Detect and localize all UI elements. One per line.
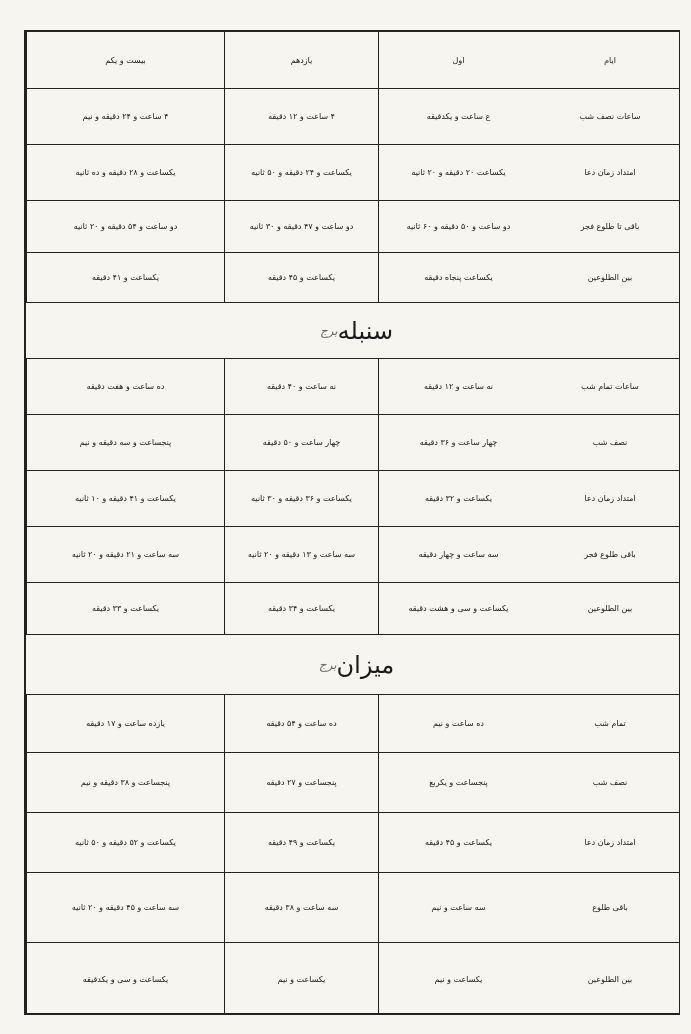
cell-eleventh: یکساعت و ۲۴ دقیقه و ۵۰ ثانیه	[224, 145, 378, 200]
cell-first: یکساعت ۲۰ دقیقه و ۲۰ ثانیه	[378, 145, 538, 200]
row-label: نصف شب	[592, 438, 628, 447]
table-row	[26, 526, 679, 582]
cell-first: سه ساعت و نیم	[378, 873, 538, 942]
row-label: بین الطلوعین	[587, 273, 633, 282]
row-label: تمام شب	[594, 719, 626, 728]
row-label: باقی طلوع	[592, 903, 628, 912]
cell-first: یکساعت پنجاه دقیقه	[378, 253, 538, 302]
cell-first: چهار ساعت و ۳۶ دقیقه	[378, 415, 538, 470]
header-twentyfirst: بیست و یکم	[26, 32, 224, 88]
cell-first: پنجساعت و یکربع	[378, 753, 538, 812]
table-row	[26, 414, 679, 470]
header-days: ایام	[604, 55, 616, 65]
month-heading	[26, 634, 679, 694]
row-label: باقی تا طلوع فجر	[580, 222, 640, 231]
month-name: میزان	[336, 650, 395, 679]
cell-eleventh: یکساعت و ۳۴ دقیقه	[224, 583, 378, 634]
row-label: امتداد زمان دعا	[584, 838, 636, 847]
header-first: اول	[378, 32, 538, 88]
cell-twentyfirst: یکساعت و ۳۳ دقیقه	[26, 583, 224, 634]
table-row	[26, 694, 679, 752]
month-note: برج	[319, 323, 338, 338]
cell-eleventh: یکساعت و نیم	[224, 943, 378, 1015]
cell-twentyfirst: سه ساعت و ۴۵ دقیقه و ۲۰ ثانیه	[26, 873, 224, 942]
cell-twentyfirst: پنجساعت و ۳۸ دقیقه و نیم	[26, 753, 224, 812]
table-header-row	[26, 32, 679, 88]
month-heading	[26, 302, 679, 358]
cell-first: یکساعت و نیم	[378, 943, 538, 1015]
row-label: باقی طلوع فجر	[584, 550, 636, 559]
month-name: سنبله	[337, 316, 394, 345]
cell-eleventh: سه ساعت و ۳۸ دقیقه	[224, 873, 378, 942]
table-row	[26, 252, 679, 302]
cell-eleventh: یکساعت و ۴۹ دقیقه	[224, 813, 378, 872]
row-label: ساعات تمام شب	[581, 382, 639, 391]
cell-first: یکساعت و سی و هشت دقیقه	[378, 583, 538, 634]
cell-twentyfirst: سه ساعت و ۲۱ دقیقه و ۲۰ ثانیه	[26, 527, 224, 582]
table-row	[26, 942, 679, 1015]
table-row	[26, 200, 679, 252]
table-row	[26, 812, 679, 872]
cell-eleventh: پنجساعت و ۲۷ دقیقه	[224, 753, 378, 812]
cell-twentyfirst: پنجساعت و سه دقیقه و نیم	[26, 415, 224, 470]
cell-first: سه ساعت و چهار دقیقه	[378, 527, 538, 582]
table-row	[26, 358, 679, 414]
cell-twentyfirst: دو ساعت و ۵۴ دقیقه و ۲۰ ثانیه	[26, 201, 224, 252]
cell-twentyfirst: یکساعت و ۵۲ دقیقه و ۵۰ ثانیه	[26, 813, 224, 872]
table-row	[26, 582, 679, 634]
cell-twentyfirst: یکساعت و سی و یکدقیقه	[26, 943, 224, 1015]
cell-first: یکساعت و ۴۵ دقیقه	[378, 813, 538, 872]
row-label: امتداد زمان دعا	[584, 494, 636, 503]
cell-first: ع ساعت و یکدقیقه	[378, 89, 538, 144]
cell-eleventh: نه ساعت و ۴۰ دقیقه	[224, 359, 378, 414]
cell-first: دو ساعت و ۵۰ دقیقه و ۶۰ ثانیه	[378, 201, 538, 252]
cell-twentyfirst: یازده ساعت و ۱۷ دقیقه	[26, 695, 224, 752]
cell-twentyfirst: یکساعت و ۲۸ دقیقه و ده ثانیه	[26, 145, 224, 200]
cell-twentyfirst: ده ساعت و هفت دقیقه	[26, 359, 224, 414]
row-label: نصف شب	[592, 778, 628, 787]
cell-first: نه ساعت و ۱۲ دقیقه	[378, 359, 538, 414]
cell-twentyfirst: یکساعت و ۴۱ دقیقه	[26, 253, 224, 302]
header-eleventh: یازدهم	[224, 32, 378, 88]
cell-eleventh: یکساعت و ۳۶ دقیقه و ۳۰ ثانیه	[224, 471, 378, 526]
table-row	[26, 752, 679, 812]
row-label: بین الطلوعین	[587, 974, 633, 984]
row-label: ساعات نصف شب	[579, 112, 641, 121]
table-row	[26, 144, 679, 200]
cell-first: یکساعت و ۳۲ دقیقه	[378, 471, 538, 526]
cell-eleventh: چهار ساعت و ۵۰ دقیقه	[224, 415, 378, 470]
cell-eleventh: یکساعت و ۴۵ دقیقه	[224, 253, 378, 302]
cell-eleventh: ۴ ساعت و ۱۲ دقیقه	[224, 89, 378, 144]
table	[24, 30, 680, 1015]
table-row	[26, 470, 679, 526]
cell-eleventh: دو ساعت و ۴۷ دقیقه و ۳۰ ثانیه	[224, 201, 378, 252]
cell-first: ده ساعت و نیم	[378, 695, 538, 752]
row-label: بین الطلوعین	[587, 604, 633, 613]
cell-eleventh: ده ساعت و ۵۴ دقیقه	[224, 695, 378, 752]
row-label: امتداد زمان دعا	[584, 168, 636, 177]
cell-twentyfirst: ۴ ساعت و ۲۴ دقیقه و نیم	[26, 89, 224, 144]
table-row	[26, 872, 679, 942]
table-row	[26, 88, 679, 144]
cell-eleventh: سه ساعت و ۱۳ دقیقه و ۲۰ ثانیه	[224, 527, 378, 582]
month-note: برج	[318, 657, 337, 672]
cell-twentyfirst: یکساعت و ۴۱ دقیقه و ۱۰ ثانیه	[26, 471, 224, 526]
